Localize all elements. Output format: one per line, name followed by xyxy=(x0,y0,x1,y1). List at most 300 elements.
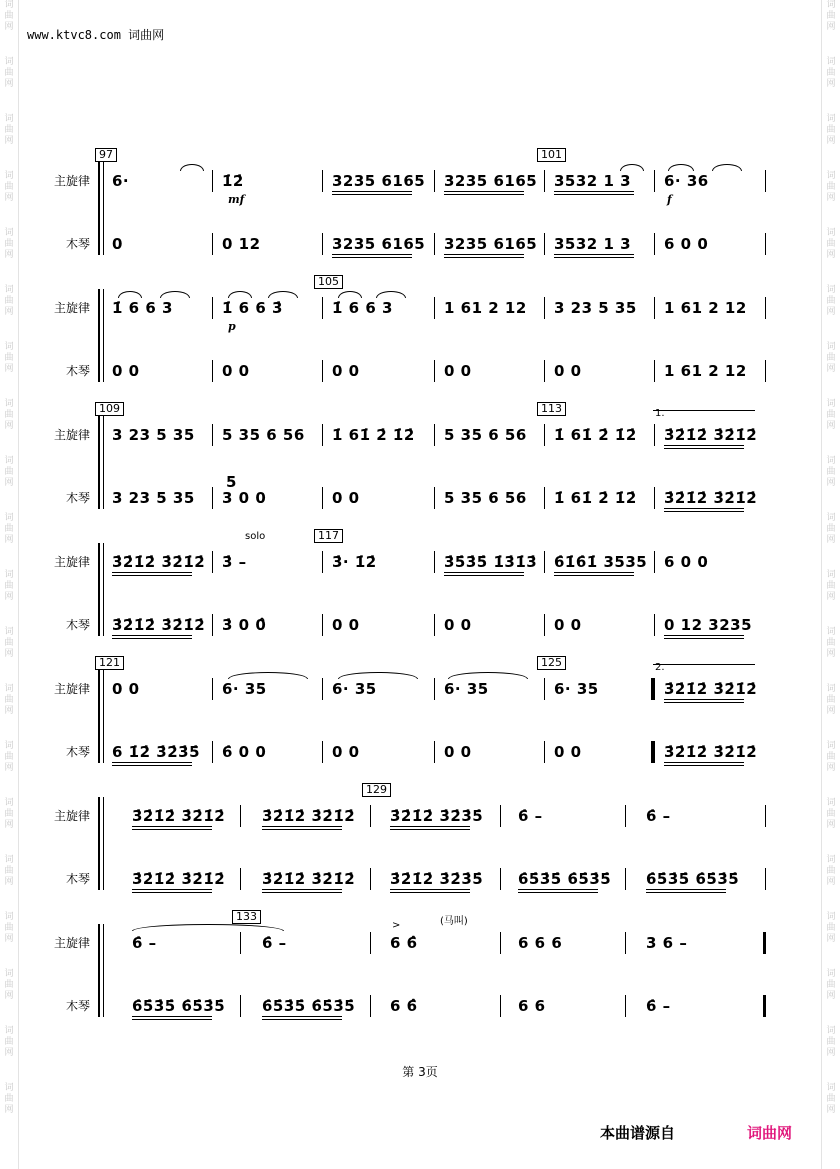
note-beam xyxy=(332,254,412,255)
note-group: 6̇1̇6̇1̇ 3535 xyxy=(554,553,648,571)
note-beam xyxy=(664,448,744,449)
slur xyxy=(228,291,252,298)
barline xyxy=(765,297,766,319)
note-beam xyxy=(554,572,634,573)
barline xyxy=(654,678,655,700)
measure-number: 117 xyxy=(314,529,343,543)
instrument-label-melody: 主旋律 xyxy=(54,555,91,569)
note-group: 3235 6165 xyxy=(444,172,538,190)
note-beam xyxy=(518,889,598,890)
note-group: 3̇2̇1̇2̇ 3̇2̇1̇2̇ xyxy=(132,807,226,825)
slur xyxy=(118,291,142,298)
watermark-glyph-group: 词 曲 网 xyxy=(826,342,836,374)
measure-number: 97 xyxy=(95,148,117,162)
system-brace xyxy=(98,670,100,763)
system-brace xyxy=(98,416,100,509)
note-group: 3532 1 3 xyxy=(554,235,632,253)
barline xyxy=(322,424,323,446)
note-beam xyxy=(664,699,744,700)
note-group: 0 12 3235 xyxy=(664,616,753,634)
note-group: 3̇2̇1̇2̇ 3̇2̇1̇2̇ xyxy=(664,680,758,698)
note-beam xyxy=(112,635,192,636)
barline xyxy=(322,678,323,700)
note-beam xyxy=(518,892,598,893)
system-brace-thin xyxy=(103,797,104,890)
note-group: 6 0 0 xyxy=(664,235,709,253)
barline xyxy=(654,170,655,192)
slur xyxy=(376,291,406,298)
measure-number: 105 xyxy=(314,275,343,289)
note-beam xyxy=(554,257,634,258)
note-group: 3̇2̇1̇2̇ 3̇2̇1̇2̇ xyxy=(262,807,356,825)
system-brace-thin xyxy=(103,162,104,255)
watermark-glyph-group: 词 曲 网 xyxy=(4,0,14,32)
watermark-glyph-group: 词 曲 网 xyxy=(826,1083,836,1115)
note-group: 6̇ – xyxy=(132,934,157,952)
watermark-right xyxy=(825,0,837,1169)
note-beam xyxy=(664,508,744,509)
instrument-label-woodqin: 木琴 xyxy=(66,237,91,251)
note-group: 0 12 xyxy=(222,235,261,253)
note-group: 6 0 0 xyxy=(664,553,709,571)
barline xyxy=(212,170,213,192)
barline xyxy=(434,297,435,319)
watermark-glyph-group: 词 曲 网 xyxy=(826,684,836,716)
accent-mark: > xyxy=(392,920,401,931)
note-group: 0 0 xyxy=(332,362,360,380)
note-group: 0 0 xyxy=(332,743,360,761)
barline xyxy=(544,170,545,192)
instrument-label-woodqin: 木琴 xyxy=(66,491,91,505)
note-beam xyxy=(390,889,470,890)
slur xyxy=(132,924,284,931)
system-brace-thin xyxy=(103,416,104,509)
note-group: 6· xyxy=(112,172,130,190)
note-beam xyxy=(390,826,470,827)
note-beam xyxy=(112,638,192,639)
watermark-glyph-group: 词 曲 网 xyxy=(4,570,14,602)
system-brace-thin xyxy=(103,543,104,636)
barline xyxy=(654,741,655,763)
note-beam xyxy=(332,191,412,192)
slur xyxy=(712,164,742,171)
note-beam xyxy=(390,892,470,893)
note-group: 1̇ 61̇ 2̇ 1̇2̇ xyxy=(554,489,637,507)
watermark-glyph-group: 词 曲 网 xyxy=(4,969,14,1001)
barline xyxy=(212,424,213,446)
watermark-glyph-group: 词 曲 网 xyxy=(826,855,836,887)
note-beam xyxy=(132,892,212,893)
note-beam xyxy=(262,889,342,890)
system-brace xyxy=(98,924,100,1017)
slur xyxy=(180,164,204,171)
watermark-glyph-group: 词 曲 网 xyxy=(826,741,836,773)
barline xyxy=(240,932,241,954)
instrument-label-woodqin: 木琴 xyxy=(66,999,91,1013)
measure-number: 121 xyxy=(95,656,124,670)
note-group: 5 35 6 56 xyxy=(444,426,527,444)
note-beam xyxy=(132,1016,212,1017)
note-group: 3̇2̇1̇2̇ 3̇2̇1̇2̇ xyxy=(664,743,758,761)
barline xyxy=(765,805,766,827)
dynamic-p: p xyxy=(228,320,236,333)
barline xyxy=(654,424,655,446)
watermark-glyph-group: 词 曲 网 xyxy=(826,399,836,431)
note-group: 3̇5̇3̇5̇ 1̇3̇1̇3̇ xyxy=(444,553,538,571)
note-beam xyxy=(390,829,470,830)
volta-1: 1. xyxy=(655,408,665,419)
barline xyxy=(370,995,371,1017)
watermark-glyph-group: 词 曲 网 xyxy=(4,456,14,488)
barline xyxy=(654,551,655,573)
note-group: 6 6̂ xyxy=(390,997,418,1015)
note-group: 6· 35 xyxy=(332,680,377,698)
note-group: 3 23 5 35 xyxy=(554,299,637,317)
note-beam xyxy=(664,702,744,703)
barline xyxy=(654,297,655,319)
measure-number: 125 xyxy=(537,656,566,670)
note-group: 1̇ 6 6 3̇ xyxy=(222,299,283,317)
watermark-glyph-group: 词 曲 网 xyxy=(4,1026,14,1058)
footer-source: 本曲谱源自 xyxy=(600,1124,676,1142)
barline xyxy=(212,741,213,763)
watermark-glyph-group: 词 曲 网 xyxy=(4,57,14,89)
watermark-glyph-group: 词 曲 网 xyxy=(826,627,836,659)
watermark-glyph-group: 词 曲 网 xyxy=(4,342,14,374)
barline xyxy=(500,868,501,890)
watermark-glyph-group: 词 曲 网 xyxy=(4,513,14,545)
note-beam xyxy=(554,194,634,195)
note-group: 6· 36 xyxy=(664,172,709,190)
system-brace-thin xyxy=(103,670,104,763)
note-group: 3̇ – xyxy=(222,553,247,571)
measure-number: 101 xyxy=(537,148,566,162)
note-beam xyxy=(444,254,524,255)
dynamic-f: f xyxy=(667,193,672,206)
note-beam xyxy=(554,191,634,192)
note-beam xyxy=(262,826,342,827)
note-group: 3235 6165 xyxy=(332,172,426,190)
barline xyxy=(322,233,323,255)
note-group: 6̇ – xyxy=(646,807,671,825)
note-group: 6 1̇2̇ 3̇2̇3̇5̇ xyxy=(112,743,201,761)
watermark-glyph-group: 词 曲 网 xyxy=(4,798,14,830)
dynamic-mf: mf xyxy=(228,193,245,206)
measure-number: 133 xyxy=(232,910,261,924)
barline xyxy=(625,868,626,890)
note-group: 0 xyxy=(112,235,123,253)
system-brace xyxy=(98,543,100,636)
barline xyxy=(544,297,545,319)
barline xyxy=(765,233,766,255)
note-group: 6· 35 xyxy=(444,680,489,698)
note-group: 3̇· 1̇2̇ xyxy=(332,553,377,571)
site-url[interactable]: www.ktvc8.com 词曲网 xyxy=(27,28,165,42)
note-group: 1 61 2 12 xyxy=(444,299,527,317)
note-group: 1̇2̇ xyxy=(222,172,244,190)
watermark-glyph-group: 词 曲 网 xyxy=(4,228,14,260)
note-beam xyxy=(332,194,412,195)
repeat-barline xyxy=(651,678,654,700)
note-group: 3̇2̇1̇2̇ 3̇2̇3̇5̇ xyxy=(390,807,484,825)
note-group: 3̇2̇1̇2̇ 3̇2̇1̇2̇ xyxy=(112,616,206,634)
instrument-label-woodqin: 木琴 xyxy=(66,745,91,759)
note-group: 6· 35 xyxy=(554,680,599,698)
note-group: 1 61 2 12 xyxy=(664,299,747,317)
barline xyxy=(544,741,545,763)
note-group: 3 23 5 35 xyxy=(112,489,195,507)
watermark-glyph-group: 词 曲 网 xyxy=(4,114,14,146)
note-group: 3 6 – xyxy=(646,934,688,952)
note-beam xyxy=(444,257,524,258)
barline xyxy=(322,614,323,636)
note-group: 0 0 xyxy=(554,616,582,634)
note-beam xyxy=(132,826,212,827)
barline xyxy=(212,487,213,509)
barline xyxy=(544,487,545,509)
barline xyxy=(765,360,766,382)
final-barline xyxy=(763,932,766,954)
slur xyxy=(620,164,644,171)
watermark-glyph-group: 词 曲 网 xyxy=(4,741,14,773)
note-beam xyxy=(112,572,192,573)
note-group: 5 35 6 56 xyxy=(444,489,527,507)
instrument-label-melody: 主旋律 xyxy=(54,174,91,188)
barline xyxy=(654,487,655,509)
watermark-glyph-group: 词 曲 网 xyxy=(4,855,14,887)
watermark-glyph-group: 词 曲 网 xyxy=(4,1083,14,1115)
note-beam xyxy=(444,575,524,576)
note-group: 6· 35 xyxy=(222,680,267,698)
slur xyxy=(338,672,418,679)
barline xyxy=(500,995,501,1017)
note-group: 1̇ 61̇ 2̇ 1̇2̇ xyxy=(332,426,415,444)
instrument-label-melody: 主旋律 xyxy=(54,936,91,950)
barline xyxy=(212,360,213,382)
barline xyxy=(322,360,323,382)
note-group: 3532 1 3 xyxy=(554,172,632,190)
barline xyxy=(434,424,435,446)
page-number: 第 3页 xyxy=(402,1065,438,1079)
barline xyxy=(654,614,655,636)
barline xyxy=(434,360,435,382)
note-group: 0 0 xyxy=(444,743,472,761)
watermark-glyph-group: 词 曲 网 xyxy=(4,912,14,944)
barline xyxy=(654,360,655,382)
watermark-glyph-group: 词 曲 网 xyxy=(826,912,836,944)
note-group: 5 35 6 56 xyxy=(222,426,305,444)
note-group: 3̇2̇1̇2̇ 3̇2̇1̇2̇ xyxy=(664,426,758,444)
measure-number: 129 xyxy=(362,783,391,797)
note-beam xyxy=(664,635,744,636)
system-brace xyxy=(98,797,100,890)
watermark-glyph-group: 词 曲 网 xyxy=(826,0,836,32)
note-group: 0 0 xyxy=(444,362,472,380)
barline xyxy=(544,233,545,255)
barline xyxy=(322,551,323,573)
watermark-glyph-group: 词 曲 网 xyxy=(826,1026,836,1058)
note-beam xyxy=(444,194,524,195)
note-beam xyxy=(664,638,744,639)
note-group: 6 6̂ xyxy=(390,934,418,952)
note-group: 3̇2̇1̇2̇ 3̇2̇1̇2̇ xyxy=(132,870,226,888)
barline xyxy=(434,741,435,763)
note-beam xyxy=(332,257,412,258)
note-group: 0 0 xyxy=(554,362,582,380)
note-group: 0 0 xyxy=(332,489,360,507)
watermark-glyph-group: 词 曲 网 xyxy=(4,399,14,431)
footer-logo[interactable]: 词曲网 xyxy=(747,1124,793,1142)
note-group: 6̇ – xyxy=(518,807,543,825)
barline xyxy=(240,805,241,827)
note-beam xyxy=(262,1016,342,1017)
watermark-glyph-group: 词 曲 网 xyxy=(4,171,14,203)
repeat-barline xyxy=(651,741,654,763)
note-group: 0 0 xyxy=(222,362,250,380)
note-group: 3̇2̇1̇2̇ 3̇2̇1̇2̇ xyxy=(262,870,356,888)
barline xyxy=(544,360,545,382)
note-group: 6̇5̇3̇5̇ 6̇5̇3̇5̇ xyxy=(132,997,226,1015)
note-group: 3 0 0 xyxy=(222,489,267,507)
slur xyxy=(338,291,362,298)
volta-2: 2. xyxy=(655,662,665,673)
note-beam xyxy=(132,1019,212,1020)
barline xyxy=(625,805,626,827)
measure-number: 109 xyxy=(95,402,124,416)
instrument-label-melody: 主旋律 xyxy=(54,682,91,696)
slur xyxy=(668,164,694,171)
volta-bracket xyxy=(653,410,755,411)
watermark-glyph-group: 词 曲 网 xyxy=(826,57,836,89)
watermark-glyph-group: 词 曲 网 xyxy=(826,570,836,602)
note-beam xyxy=(664,445,744,446)
barline xyxy=(370,868,371,890)
note-beam xyxy=(444,572,524,573)
note-group: 3 23 5 35 xyxy=(112,426,195,444)
note-group: 1̇ 61̇ 2̇ 1̇2̇ xyxy=(554,426,637,444)
note-beam xyxy=(132,889,212,890)
system-brace xyxy=(98,162,100,255)
note-beam xyxy=(554,254,634,255)
note-group: 6̇5̇3̇5̇ 6̇5̇3̇5̇ xyxy=(518,870,612,888)
watermark-glyph-group: 词 曲 网 xyxy=(4,627,14,659)
watermark-left xyxy=(3,0,15,1169)
barline xyxy=(240,868,241,890)
barline xyxy=(212,233,213,255)
note-beam xyxy=(664,762,744,763)
barline xyxy=(322,297,323,319)
barline xyxy=(434,170,435,192)
note-group: 0 0 xyxy=(112,680,140,698)
instrument-label-woodqin: 木琴 xyxy=(66,618,91,632)
barline xyxy=(434,487,435,509)
note-group: 6 6 6 xyxy=(518,934,563,952)
note-beam xyxy=(262,829,342,830)
barline xyxy=(544,614,545,636)
note-group: 6̇ 0 0 xyxy=(222,743,267,761)
barline xyxy=(500,805,501,827)
note-group: 3̇2̇1̇2̇ 3̇2̇1̇2̇ xyxy=(664,489,758,507)
note-beam xyxy=(444,191,524,192)
slur xyxy=(268,291,298,298)
note-beam xyxy=(664,765,744,766)
barline xyxy=(212,297,213,319)
note-beam xyxy=(554,575,634,576)
solo-marking: solo xyxy=(245,531,266,542)
barline xyxy=(322,741,323,763)
note-beam xyxy=(262,892,342,893)
barline xyxy=(765,868,766,890)
note-group: 3235 6165 xyxy=(332,235,426,253)
note-beam xyxy=(112,762,192,763)
barline xyxy=(370,805,371,827)
barline xyxy=(370,932,371,954)
note-group: 6̇5̇3̇5̇ 6̇5̇3̇5̇ xyxy=(646,870,740,888)
barline xyxy=(625,932,626,954)
barline xyxy=(322,170,323,192)
barline xyxy=(434,233,435,255)
volta-bracket xyxy=(653,664,755,665)
note-group: 3̇ 0 0̂ xyxy=(222,616,267,634)
note-beam xyxy=(664,511,744,512)
final-barline xyxy=(763,995,766,1017)
note-group: 6 6 xyxy=(518,997,546,1015)
slur xyxy=(448,672,528,679)
note-group: 3̇2̇1̇2̇ 3̇2̇3̇5̇ xyxy=(390,870,484,888)
barline xyxy=(212,678,213,700)
barline xyxy=(434,551,435,573)
note-group: 3̇2̇1̇2̇ 3̇2̇1̇2̇ xyxy=(112,553,206,571)
slur xyxy=(228,672,308,679)
note-beam xyxy=(262,1019,342,1020)
note-beam xyxy=(646,889,726,890)
watermark-glyph-group: 词 曲 网 xyxy=(826,228,836,260)
barline xyxy=(322,487,323,509)
watermark-glyph-group: 词 曲 网 xyxy=(826,513,836,545)
barline xyxy=(544,424,545,446)
watermark-glyph-group: 词 曲 网 xyxy=(4,285,14,317)
barline xyxy=(434,614,435,636)
instrument-label-woodqin: 木琴 xyxy=(66,364,91,378)
system-brace-thin xyxy=(103,289,104,382)
watermark-glyph-group: 词 曲 网 xyxy=(826,969,836,1001)
system-brace xyxy=(98,289,100,382)
note-group: 3235 6165 xyxy=(444,235,538,253)
barline xyxy=(434,678,435,700)
note-group: 6̇ – xyxy=(262,934,287,952)
system-brace-thin xyxy=(103,924,104,1017)
watermark-glyph-group: 词 曲 网 xyxy=(826,798,836,830)
barline xyxy=(544,678,545,700)
barline xyxy=(212,614,213,636)
instrument-label-woodqin: 木琴 xyxy=(66,872,91,886)
note-beam xyxy=(646,892,726,893)
note-group: 6̇5̇3̇5̇ 6̇5̇3̇5̇ xyxy=(262,997,356,1015)
watermark-glyph-group: 词 曲 网 xyxy=(826,171,836,203)
barline xyxy=(654,233,655,255)
barline xyxy=(212,551,213,573)
barline xyxy=(240,995,241,1017)
watermark-glyph-group: 词 曲 网 xyxy=(826,285,836,317)
barline xyxy=(765,170,766,192)
instrument-label-melody: 主旋律 xyxy=(54,301,91,315)
note-beam xyxy=(132,829,212,830)
instrument-label-melody: 主旋律 xyxy=(54,428,91,442)
note-group: 1̇ 6 6 3 xyxy=(112,299,173,317)
note-group: 0 0 xyxy=(554,743,582,761)
watermark-glyph-group: 词 曲 网 xyxy=(4,684,14,716)
measure-number: 113 xyxy=(537,402,566,416)
